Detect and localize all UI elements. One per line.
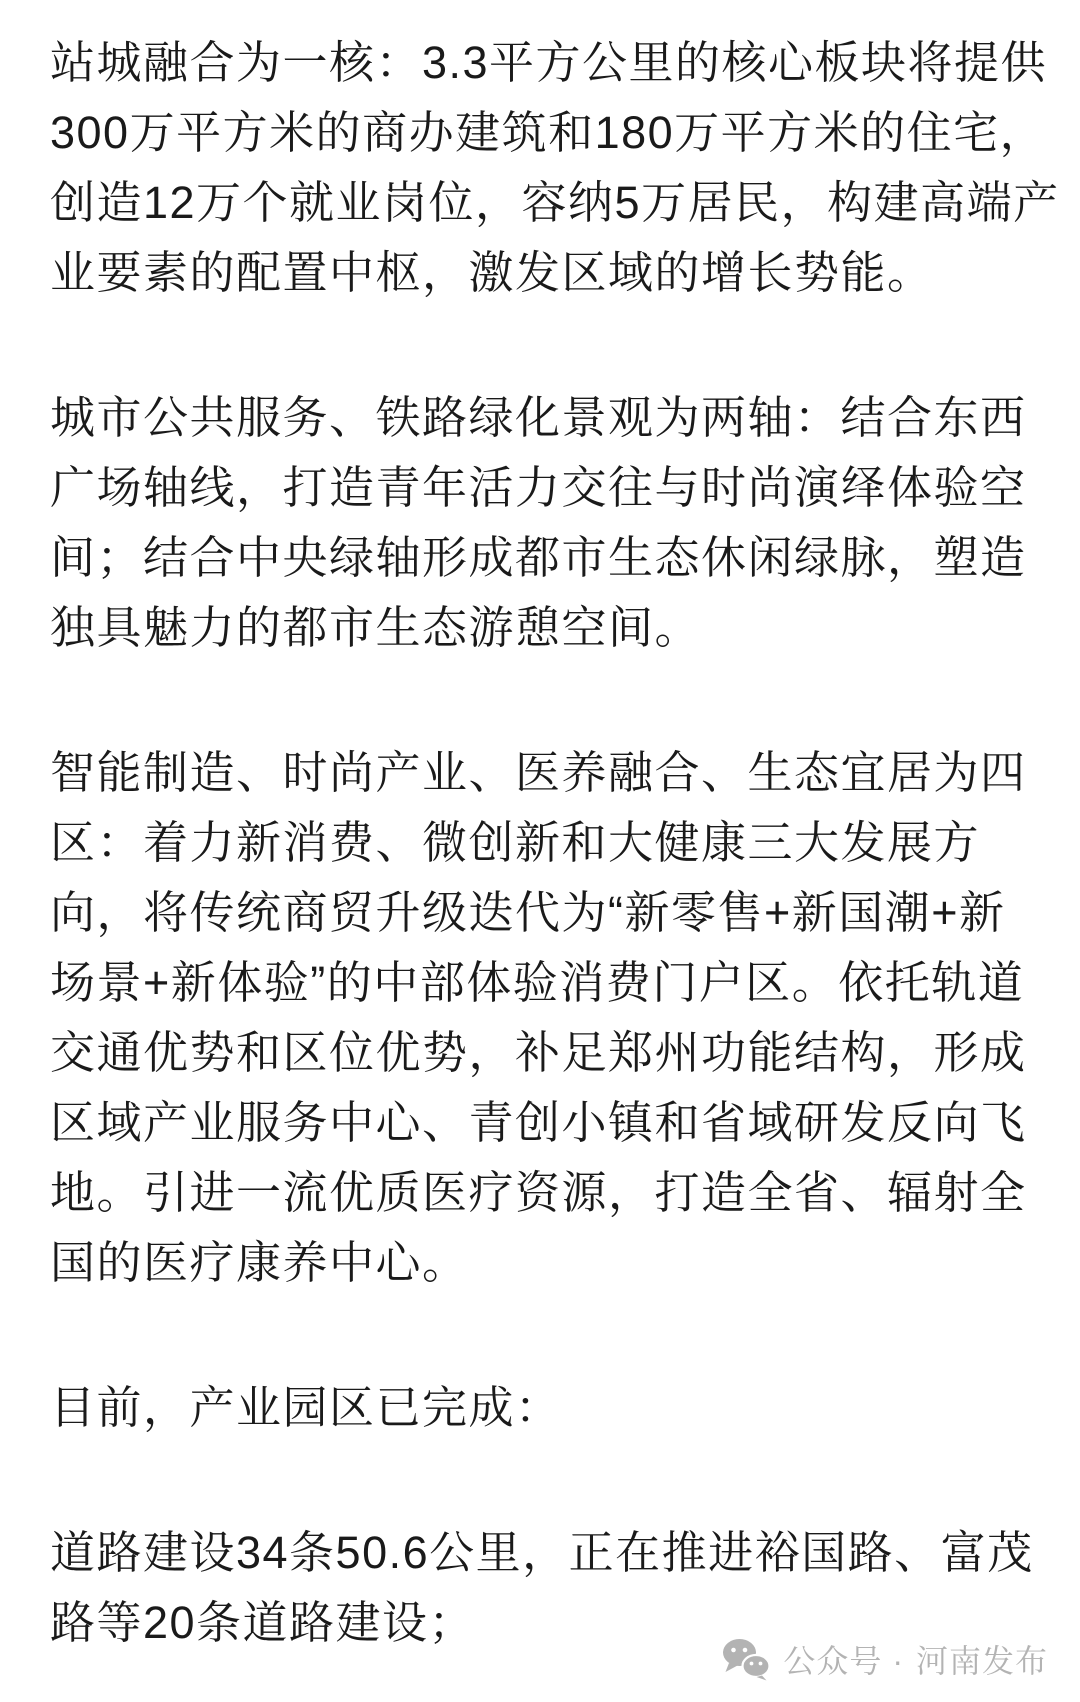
text-line: 区域产业服务中心、青创小镇和省域研发反向飞 (50, 1097, 1027, 1148)
text-line: 区：着力新消费、微创新和大健康三大发展方 (50, 817, 981, 868)
text-line: 300万平方米的商办建筑和180万平方米的住宅， (50, 107, 1047, 158)
wechat-icon (721, 1637, 771, 1681)
watermark (721, 1634, 1048, 1684)
paragraph (50, 1373, 1040, 1443)
text-line: 站城融合为一核：3.3平方公里的核心板块将提供 (50, 37, 1048, 88)
text-line: 路等20条道路建设； (50, 1597, 476, 1648)
paragraph (50, 738, 1040, 1298)
paragraph (50, 28, 1060, 308)
text-line: 场景+新体验”的中部体验消费门户区。依托轨道 (50, 957, 1025, 1008)
text-line: 城市公共服务、铁路绿化景观为两轴：结合东西 (50, 392, 1027, 443)
text-line: 向，将传统商贸升级迭代为“新零售+新国潮+新 (50, 887, 1006, 938)
text-line: 国的医疗康养中心。 (50, 1237, 469, 1288)
text-line: 创造12万个就业岗位，容纳5万居民，构建高端产 (50, 177, 1060, 228)
watermark-account-name: 河南发布 (915, 1643, 1048, 1679)
text-line: 业要素的配置中枢，激发区域的增长势能。 (50, 247, 934, 298)
text-line: 交通优势和区位优势，补足郑州功能结构，形成 (50, 1027, 1027, 1078)
paragraph (50, 383, 1040, 663)
text-line: 地。引进一流优质医疗资源，打造全省、辐射全 (50, 1167, 1027, 1218)
text-line: 广场轴线，打造青年活力交往与时尚演绎体验空 (50, 462, 1027, 513)
text-line: 独具魅力的都市生态游憩空间。 (50, 602, 702, 653)
text-line: 道路建设34条50.6公里，正在推进裕国路、富茂 (50, 1527, 1034, 1578)
text-line: 间；结合中央绿轴形成都市生态休闲绿脉，塑造 (50, 532, 1027, 583)
watermark-prefix: 公众号 · (783, 1643, 904, 1679)
text-line: 目前，产业园区已完成： (50, 1382, 562, 1433)
text-line: 智能制造、时尚产业、医养融合、生态宜居为四 (50, 747, 1027, 798)
article-body (50, 28, 1060, 1658)
